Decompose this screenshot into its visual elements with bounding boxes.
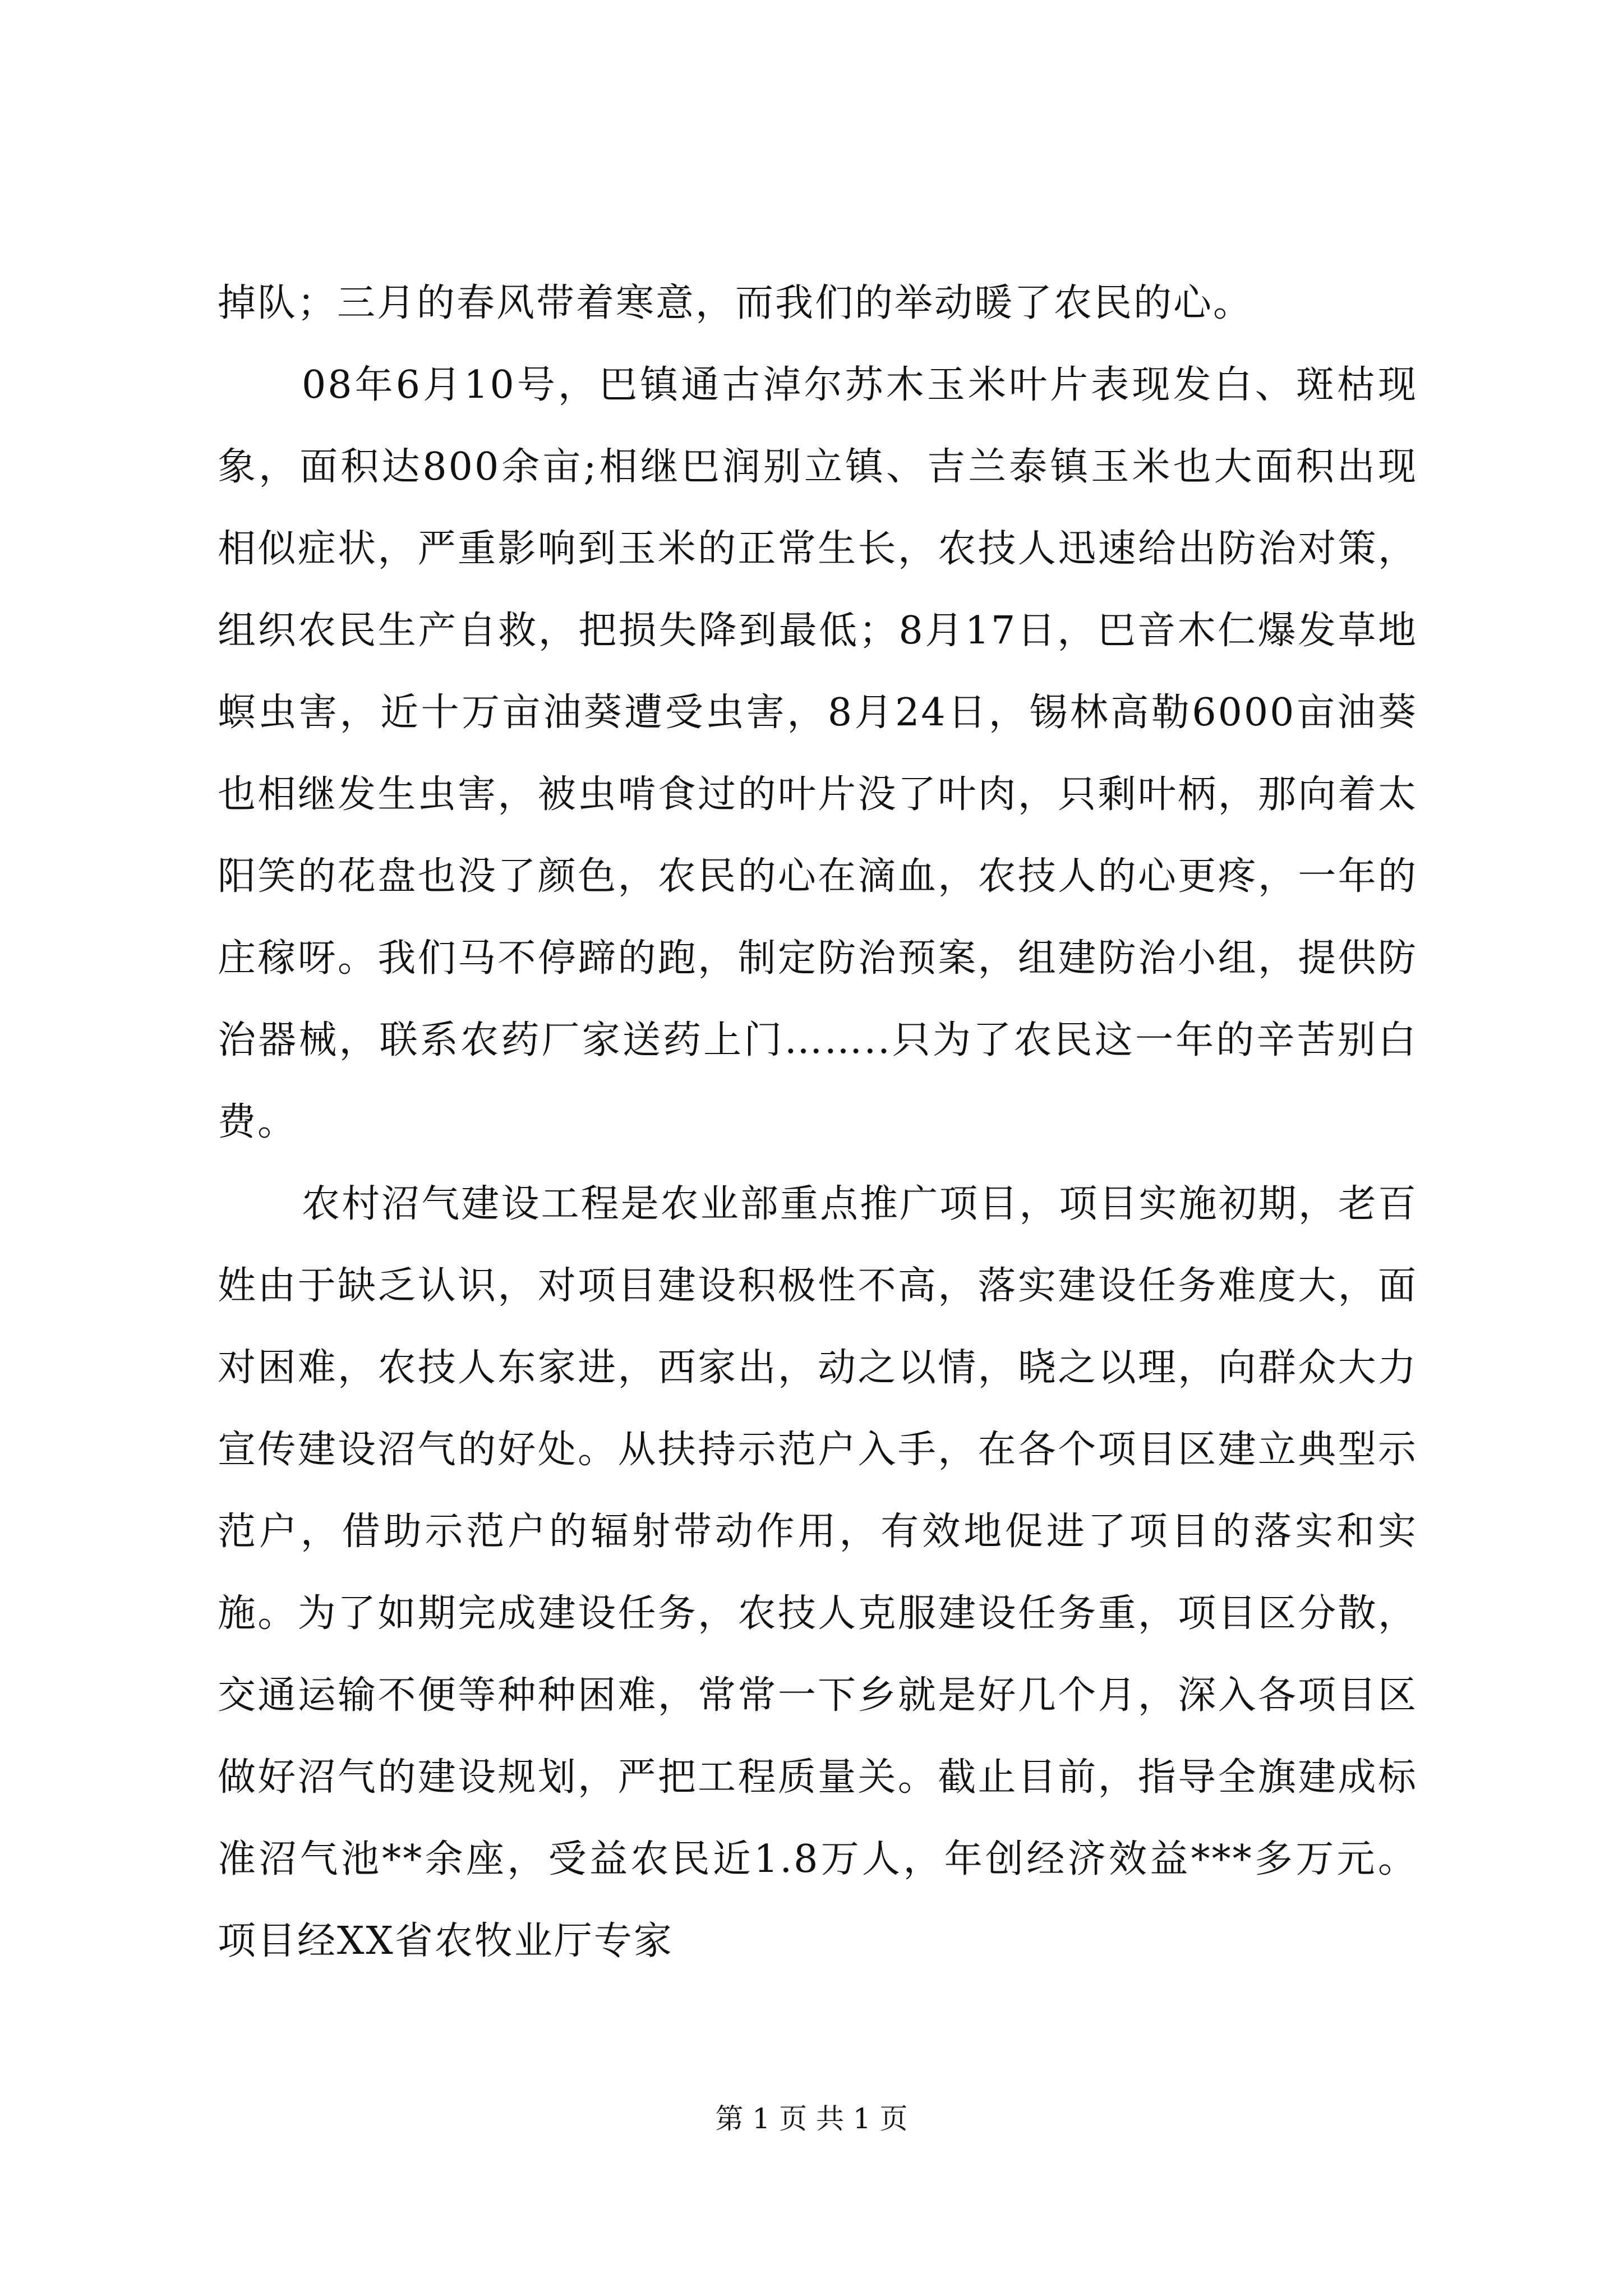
- page-number-label: 第 1 页 共 1 页: [715, 2102, 908, 2135]
- paragraph-pest-control: 08年6月10号，巴镇通古淖尔苏木玉米叶片表现发白、斑枯现象，面积达800余亩;相继巴润别立镇、吉兰泰镇玉米也大面积出现相似症状，严重影响到玉米的正常生长，农技人迅速给出防治对策，组织农民生产自救，把损失降到最低；8月17日，巴音木仁爆发草地螟虫害，近十万亩油葵遭受虫害，8月24日，锡林高勒6000亩油葵也相继发生虫害，被虫啃食过的叶片没了叶肉，只剩叶柄，那向着太阳笑的花盘也没了颜色，农民的心在滴血，农技人的心更疼，一年的庄稼呀。我们马不停蹄的跑，制定防治预案，组建防治小组，提供防治器械，联系农药厂家送药上门……..只为了农民这一年的辛苦别白费。: [218, 363, 1418, 1144]
- document-body: [218, 263, 1418, 1982]
- paragraph-biogas-project: 农村沼气建设工程是农业部重点推广项目，项目实施初期，老百姓由于缺乏认识，对项目建设积极性不高，落实建设任务难度大，面对困难，农技人东家进，西家出，动之以情，晓之以理，向群众大力宣传建设沼气的好处。从扶持示范户入手，在各个项目区建立典型示范户，借助示范户的辐射带动作用，有效地促进了项目的落实和实施。为了如期完成建设任务，农技人克服建设任务重，项目区分散，交通运输不便等种种困难，常常一下乡就是好几个月，深入各项目区做好沼气的建设规划，严把工程质量关。截止目前，指导全旗建成标准沼气池**余座，受益农民近1.8万人，年创经济效益***多万元。项目经XX省农牧业厅专家: [218, 1182, 1418, 1963]
- paragraph-continuation: 掉队；三月的春风带着寒意，而我们的举动暖了农民的心。: [218, 281, 1253, 325]
- page-footer: [0, 2099, 1623, 2138]
